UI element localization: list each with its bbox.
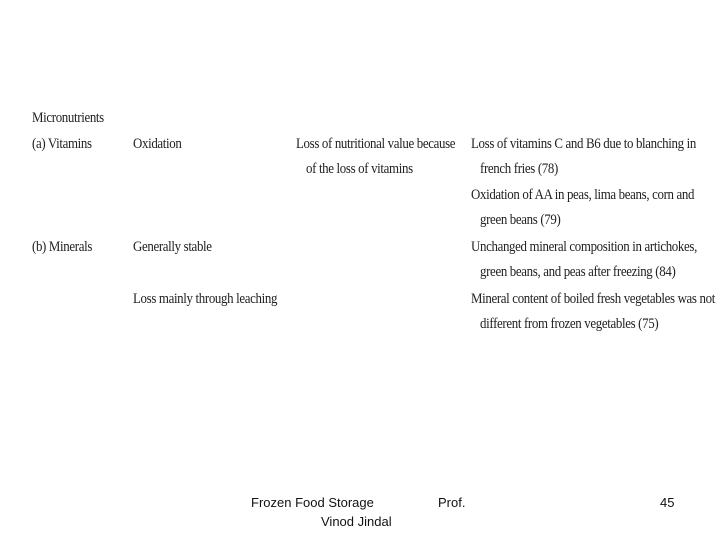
- minerals-example-2-line-2: different from frozen vegetables (75): [480, 316, 659, 332]
- vitamins-example-2-line-1: Oxidation of AA in peas, lima beans, corn and: [471, 187, 695, 203]
- vitamins-mechanism: Oxidation: [133, 136, 182, 152]
- minerals-example-1-line-1: Unchanged mineral composition in artichokes,: [471, 239, 697, 255]
- vitamins-example-1-line-1: Loss of vitamins C and B6 due to blanching in: [471, 136, 696, 152]
- row-label-vitamins: (a) Vitamins: [32, 136, 92, 152]
- row-label-minerals: (b) Minerals: [32, 239, 92, 255]
- vitamins-effect-line-1: Loss of nutritional value because: [296, 136, 456, 152]
- vitamins-example-1-line-2: french fries (78): [480, 161, 558, 177]
- vitamins-effect-line-2: of the loss of vitamins: [306, 161, 413, 177]
- footer-prof: Prof.: [438, 495, 466, 510]
- vitamins-example-2-line-2: green beans (79): [480, 212, 561, 228]
- minerals-mechanism-1: Generally stable: [133, 239, 212, 255]
- footer-title: Frozen Food Storage: [251, 495, 374, 510]
- minerals-example-1-line-2: green beans, and peas after freezing (84): [480, 264, 676, 280]
- minerals-mechanism-2: Loss mainly through leaching: [133, 291, 278, 307]
- table-section-heading: Micronutrients: [32, 110, 104, 126]
- minerals-example-2-line-1: Mineral content of boiled fresh vegetables was not: [471, 291, 715, 307]
- page-number: 45: [660, 495, 675, 510]
- footer-author-name: Vinod Jindal: [321, 514, 392, 529]
